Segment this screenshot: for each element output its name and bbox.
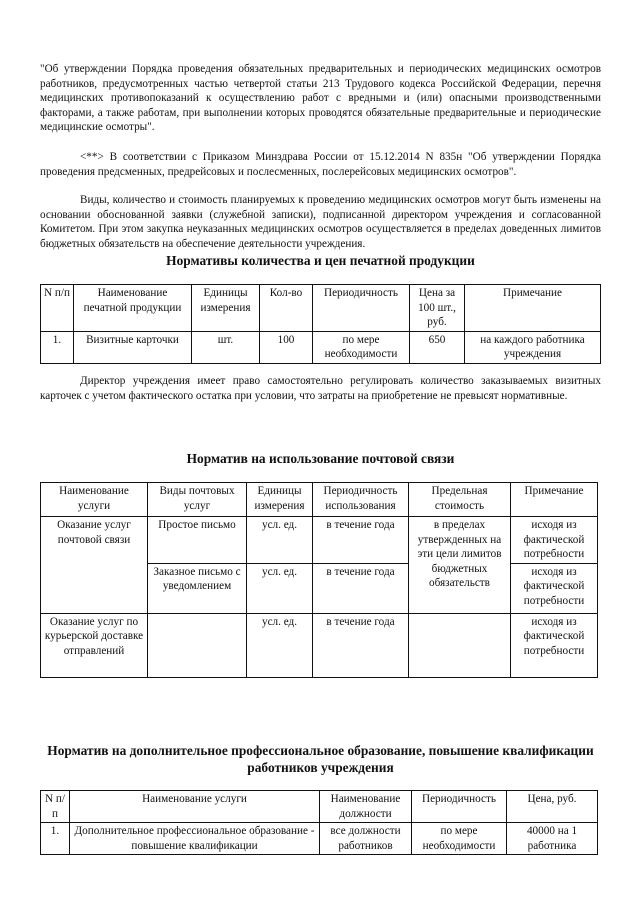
intro-quote: "Об утверждении Порядка проведения обязательных предварительных и периодических медицинских осмотров работников, предусмотренных частью четвертой статьи 213 Трудового кодекса Российской Федерации, перечня медицинских противопоказаний к осуществлению работ с вредными и (или) опасными производственными факторами, а также работам, при выполнении которых проводятся обязательные предварительные и периодические медицинские осмотры".: [40, 63, 601, 134]
table-cell: Оказание услуг почтовой связи: [41, 517, 148, 614]
table-row: [41, 613, 598, 677]
print-title: Нормативы количества и цен печатной продукции: [166, 253, 475, 268]
table-cell: усл. ед.: [247, 563, 313, 613]
edu-title: Норматив на дополнительное профессиональное образование, повышение квалификации работников учреждения: [47, 743, 594, 775]
header-cell: Примечание: [511, 483, 598, 517]
table-cell: 1.: [41, 823, 70, 855]
table-cell: Простое письмо: [148, 517, 247, 564]
table-cell: усл. ед.: [247, 517, 313, 564]
table-cell: [148, 613, 247, 677]
header-cell: Периодичность: [313, 285, 410, 332]
table-cell: в течение года: [313, 613, 409, 677]
table-cell: исходя из фактической потребности: [511, 517, 598, 564]
table-cell: по мере необходимости: [412, 823, 507, 855]
print-note: Директор учреждения имеет право самостоятельно регулировать количество заказываемых визитных карточек с учетом фактического остатка при условии, что затраты на приобретение не превысят нормативные.: [40, 375, 601, 402]
header-cell: Периодичность: [412, 791, 507, 823]
header-cell: Примечание: [465, 285, 601, 332]
header-cell: N п/п: [41, 285, 74, 332]
table-cell: исходя из фактической потребности: [511, 613, 598, 677]
table-cell: Дополнительное профессиональное образование - повышение квалификации: [70, 823, 320, 855]
table-cell: в пределах утвержденных на эти цели лимитов бюджетных обязательств: [409, 517, 511, 614]
header-cell: Единицы измерения: [192, 285, 260, 332]
table-header-row: [41, 791, 598, 823]
table-cell: Визитные карточки: [74, 331, 192, 363]
header-cell: Цена за 100 шт., руб.: [410, 285, 465, 332]
table-cell: в течение года: [313, 517, 409, 564]
table-cell: 40000 на 1 работника: [507, 823, 598, 855]
table-cell: на каждого работника учреждения: [465, 331, 601, 363]
header-cell: N п/п: [41, 791, 70, 823]
table-cell: по мере необходимости: [313, 331, 410, 363]
header-cell: Единицы измерения: [247, 483, 313, 517]
table-cell: в течение года: [313, 563, 409, 613]
header-cell: Виды почтовых услуг: [148, 483, 247, 517]
table-cell: 1.: [41, 331, 74, 363]
print-table: [40, 284, 601, 364]
table-cell: [409, 613, 511, 677]
table-header-row: [41, 285, 601, 332]
header-cell: Наименование должности: [320, 791, 412, 823]
table-header-row: [41, 483, 598, 517]
table-cell: усл. ед.: [247, 613, 313, 677]
postal-title: Норматив на использование почтовой связи: [186, 451, 455, 466]
header-cell: Цена, руб.: [507, 791, 598, 823]
table-cell: Заказное письмо с уведомлением: [148, 563, 247, 613]
table-cell: все должности работников: [320, 823, 412, 855]
postal-table: [40, 482, 598, 678]
table-cell: шт.: [192, 331, 260, 363]
table-row: [41, 823, 598, 855]
header-cell: Наименование услуги: [70, 791, 320, 823]
table-row: [41, 331, 601, 363]
table-row: [41, 517, 598, 564]
edu-table: [40, 790, 598, 855]
header-cell: Кол-во: [260, 285, 313, 332]
table-cell: исходя из фактической потребности: [511, 563, 598, 613]
header-cell: Наименование услуги: [41, 483, 148, 517]
table-cell: 100: [260, 331, 313, 363]
intro-types-note: Виды, количество и стоимость планируемых к проведению медицинских осмотров могут быть изменены на основании обоснованной заявки (служебной записки), подписанной директором учреждения и согласованной Комитетом. При этом закупка неуказанных медицинских осмотров осуществляется в пределах доведенных лимитов бюджетных обязательств на обеспечение деятельности учреждения.: [40, 194, 601, 250]
header-cell: Предельная стоимость: [409, 483, 511, 517]
header-cell: Периодичность использования: [313, 483, 409, 517]
table-cell: Оказание услуг по курьерской доставке отправлений: [41, 613, 148, 677]
table-cell: 650: [410, 331, 465, 363]
header-cell: Наименование печатной продукции: [74, 285, 192, 332]
intro-footnote: <**> В соответствии с Приказом Минздрава России от 15.12.2014 N 835н "Об утверждении Порядка проведения предсменных, предрейсовых и послесменных, послерейсовых медицинских осмотров".: [40, 151, 601, 178]
